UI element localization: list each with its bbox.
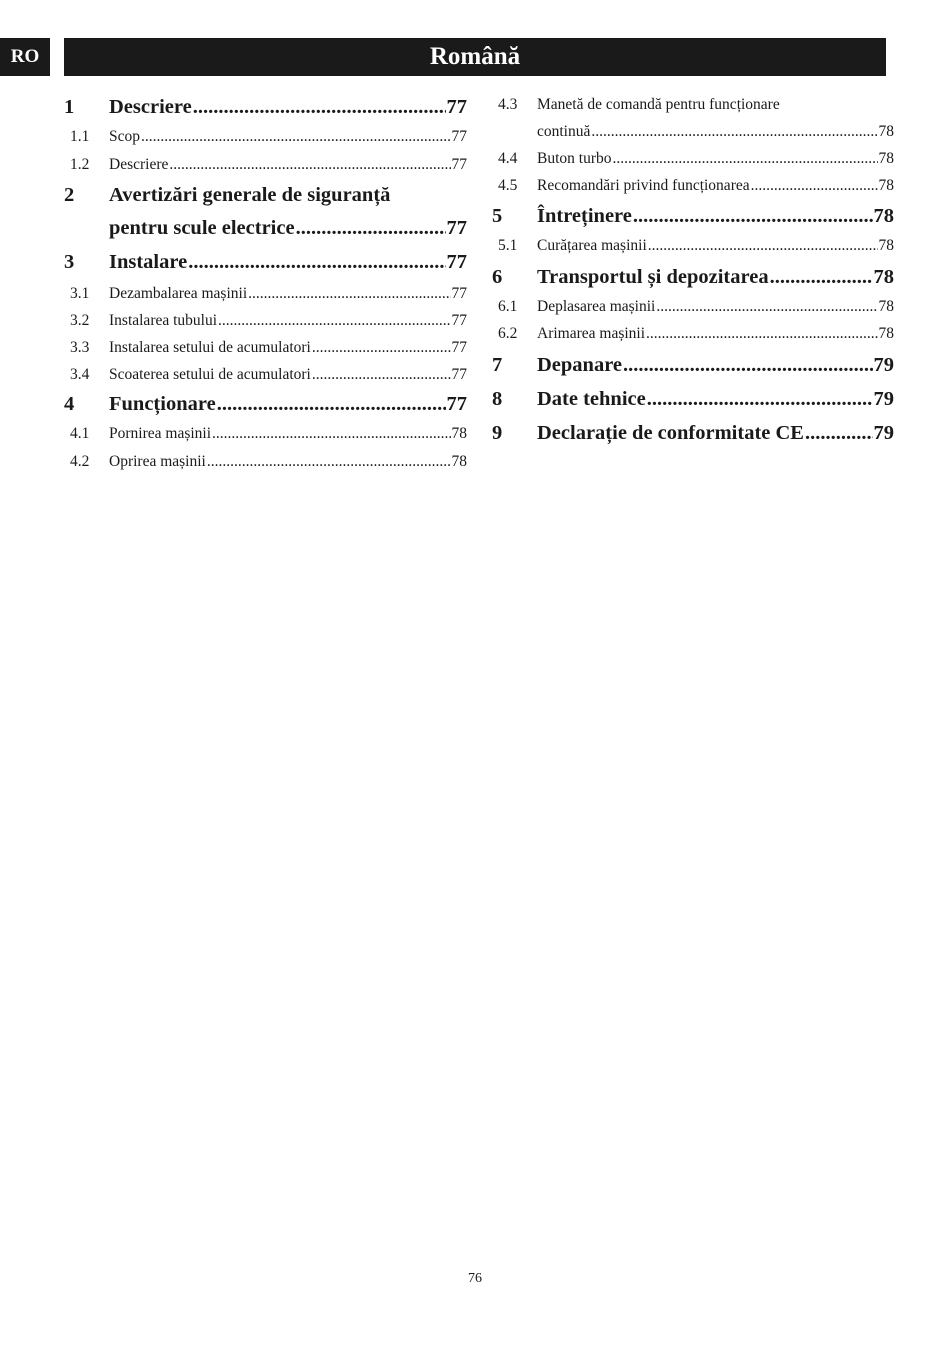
toc-label: Scoaterea setului de acumulatori [109, 366, 311, 383]
toc-page: 79 [873, 354, 894, 376]
toc-entry-5[interactable] [492, 205, 894, 237]
toc-number: 3 [64, 251, 75, 273]
toc-page: 77 [451, 339, 467, 356]
toc-label: Instalare [109, 251, 188, 273]
toc-label: Deplasarea mașinii [537, 298, 656, 315]
toc-entry-8[interactable] [492, 388, 894, 422]
toc-page: 78 [878, 237, 894, 254]
toc-label: Instalarea tubului [109, 312, 218, 329]
toc-page: 78 [873, 266, 894, 288]
page-number: 76 [468, 1271, 482, 1286]
toc-entry-4-5[interactable] [492, 177, 894, 205]
toc-number: 4.3 [498, 96, 518, 113]
toc-number: 8 [492, 388, 503, 410]
toc-number: 1 [64, 96, 75, 118]
toc-number: 4 [64, 393, 75, 415]
toc-label: Transportul și depozitarea [537, 266, 769, 288]
toc-page: 77 [446, 217, 467, 239]
toc-entry-3-4[interactable] [64, 366, 467, 393]
toc-entry-3-2[interactable] [64, 312, 467, 339]
toc-entry-2-line2[interactable] [64, 217, 467, 251]
toc-number: 5 [492, 205, 503, 227]
toc-label: Funcționare [109, 393, 216, 415]
toc-entry-1-1[interactable] [64, 128, 467, 156]
toc-entry-3-3[interactable] [64, 339, 467, 366]
toc-number: 3.4 [70, 366, 90, 383]
toc-number: 4.4 [498, 150, 518, 167]
toc-entry-7[interactable] [492, 354, 894, 388]
toc-page: 78 [451, 425, 467, 442]
toc-label: Buton turbo [537, 150, 612, 167]
toc-page: 78 [878, 123, 894, 140]
toc-entry-3[interactable] [64, 251, 467, 285]
toc-entry-5-1[interactable] [492, 237, 894, 266]
toc-entry-6[interactable] [492, 266, 894, 298]
toc-entry-6-2[interactable] [492, 325, 894, 354]
toc-entry-4-3-line2[interactable] [492, 123, 894, 150]
toc-entry-4[interactable] [64, 393, 467, 425]
toc-label: pentru scule electrice [109, 217, 295, 239]
toc-page: 77 [451, 128, 467, 145]
toc-page: 78 [878, 325, 894, 342]
toc-page: 77 [451, 285, 467, 302]
toc-label: Întreținere [537, 205, 632, 227]
toc-label: Dezambalarea mașinii [109, 285, 248, 302]
toc-entry-1[interactable] [64, 96, 467, 128]
toc-entry-3-1[interactable] [64, 285, 467, 312]
toc-label: continuă [537, 123, 591, 140]
toc-label: Arimarea mașinii [537, 325, 646, 342]
toc-page: 77 [451, 312, 467, 329]
toc-entry-6-1[interactable] [492, 298, 894, 325]
toc-label: Depanare [537, 354, 623, 376]
toc-entry-4-2[interactable] [64, 453, 467, 481]
toc-left-column [64, 96, 467, 481]
toc-number: 3.3 [70, 339, 90, 356]
toc-page: 77 [446, 393, 467, 415]
toc-page: 77 [446, 251, 467, 273]
toc-number: 7 [492, 354, 503, 376]
toc-page: 77 [451, 156, 467, 173]
toc-number: 4.5 [498, 177, 518, 194]
toc-label-line1: Avertizări generale de siguranță [109, 184, 391, 206]
toc-label-line1: Manetă de comandă pentru funcționare [537, 96, 780, 113]
toc-page: 78 [878, 150, 894, 167]
toc-number: 1.2 [70, 156, 90, 173]
toc-right-column [492, 96, 894, 456]
toc-number: 6.2 [498, 325, 518, 342]
toc-number: 3.2 [70, 312, 90, 329]
language-badge: RO [0, 38, 50, 76]
toc-number: 5.1 [498, 237, 518, 254]
toc-label: Date tehnice [537, 388, 646, 410]
toc-entry-4-3-line1[interactable] [492, 96, 894, 123]
toc-label: Declarație de conformitate CE [537, 422, 804, 444]
toc-number: 9 [492, 422, 503, 444]
toc-entry-4-1[interactable] [64, 425, 467, 453]
toc-page: 79 [873, 388, 894, 410]
toc-label: Pornirea mașinii [109, 425, 212, 442]
toc-page: 78 [878, 298, 894, 315]
toc-number: 6 [492, 266, 503, 288]
toc-label: Curățarea mașinii [537, 237, 647, 254]
toc-label: Descriere [109, 156, 169, 173]
page-title: Română [64, 38, 886, 76]
toc-page: 78 [451, 453, 467, 470]
toc-number: 4.2 [70, 453, 90, 470]
toc-entry-2-line1[interactable] [64, 184, 467, 217]
toc-page: 77 [451, 366, 467, 383]
toc-entry-1-2[interactable] [64, 156, 467, 184]
toc-number: 4.1 [70, 425, 90, 442]
toc-page: 78 [878, 177, 894, 194]
toc-page: 77 [446, 96, 467, 118]
toc-label: Instalarea setului de acumulatori [109, 339, 311, 356]
toc-label: Scop [109, 128, 140, 145]
toc-label: Recomandări privind funcționarea [537, 177, 750, 194]
toc-number: 6.1 [498, 298, 518, 315]
toc-label: Descriere [109, 96, 192, 118]
toc-page: 79 [873, 422, 894, 444]
toc-number: 3.1 [70, 285, 90, 302]
toc-number: 1.1 [70, 128, 90, 145]
toc-entry-4-4[interactable] [492, 150, 894, 177]
toc-entry-9[interactable] [492, 422, 894, 456]
toc-number: 2 [64, 184, 75, 206]
toc-page: 78 [873, 205, 894, 227]
toc-label: Oprirea mașinii [109, 453, 206, 470]
